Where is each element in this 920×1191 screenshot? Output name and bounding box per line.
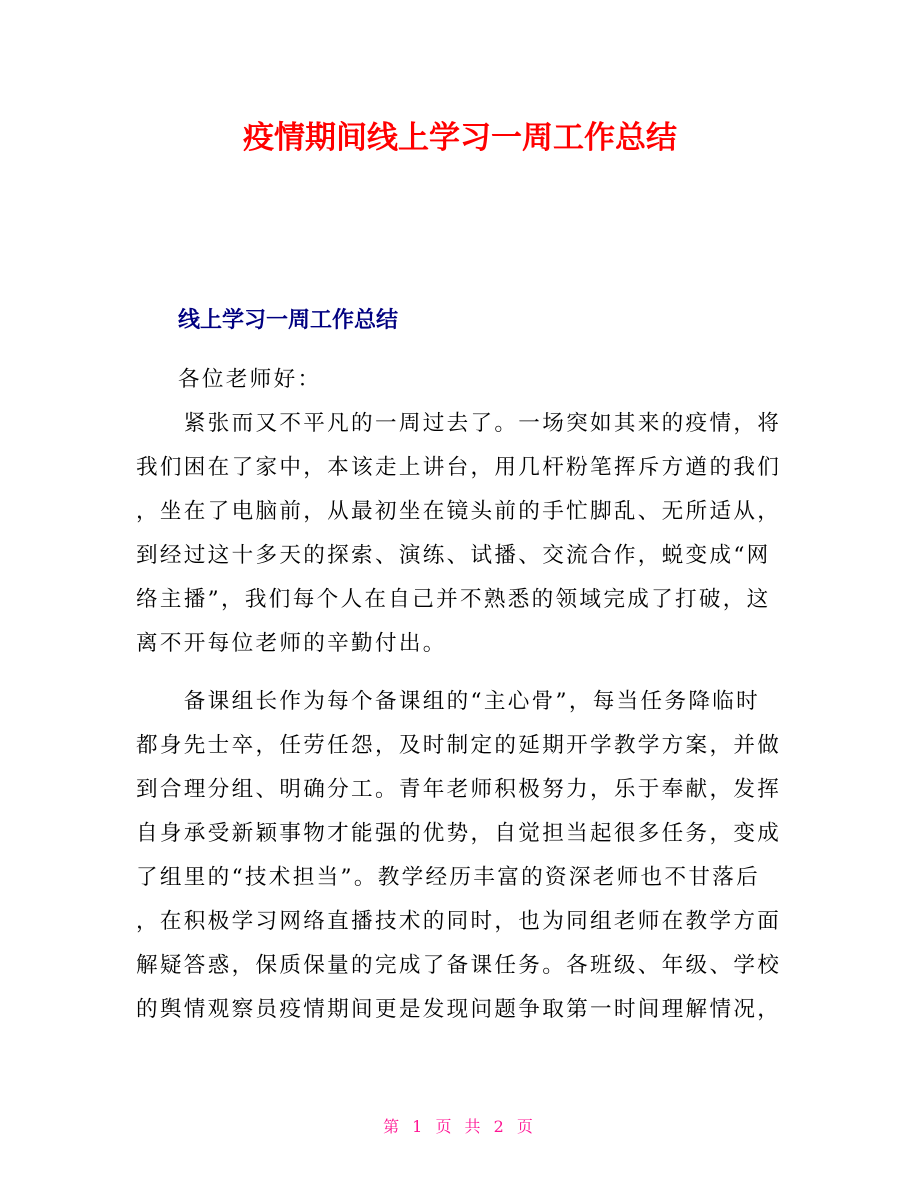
paragraph-line: 到经过这十多天的探索、演练、试播、交流合作，蜕变成“网 <box>136 543 771 568</box>
page-number-footer: 第 1 页 共 2 页 <box>383 1117 537 1136</box>
paragraph-line: 都身先士卒，任劳任怨，及时制定的延期开学教学方案，并做 <box>136 733 782 758</box>
paragraph-line: 的舆情观察员疫情期间更是发现问题争取第一时间理解情况， <box>136 997 782 1022</box>
document-subtitle: 线上学习一周工作总结 <box>178 308 399 333</box>
greeting <box>178 358 828 402</box>
paragraph-line: 自身承受新颖事物才能强的优势，自觉担当起很多任务，变成 <box>136 821 782 846</box>
paragraph-line: 解疑答惑，保质保量的完成了备课任务。各班级、年级、学校 <box>136 953 782 978</box>
paragraph-1 <box>136 402 786 666</box>
paragraph-line: ，坐在了电脑前，从最初坐在镜头前的手忙脚乱、无所适从， <box>136 499 782 524</box>
paragraph-line: 络主播”，我们每个人在自己并不熟悉的领域完成了打破，这 <box>136 587 771 612</box>
paragraph-line: 备课组长作为每个备课组的“主心骨”，每当任务降临时 <box>136 689 761 714</box>
paragraph-line: 到合理分组、明确分工。青年老师积极努力，乐于奉献，发挥 <box>136 777 782 802</box>
paragraph-line: 紧张而又不平凡的一周过去了。一场突如其来的疫情，将 <box>136 411 782 436</box>
paragraph-line: 离不开每位老师的辛勤付出。 <box>136 631 447 656</box>
document-title: 疫情期间线上学习一周工作总结 <box>243 120 677 156</box>
paragraph-line: 我们困在了家中，本该走上讲台，用几杆粉笔挥斥方遒的我们 <box>136 455 782 480</box>
paragraph-line: ，在积极学习网络直播技术的同时，也为同组老师在教学方面 <box>136 909 782 934</box>
greeting-text: 各位老师好： <box>178 367 322 392</box>
paragraph-2 <box>136 680 786 1032</box>
paragraph-line: 了组里的“技术担当”。教学经历丰富的资深老师也不甘落后 <box>136 865 761 890</box>
